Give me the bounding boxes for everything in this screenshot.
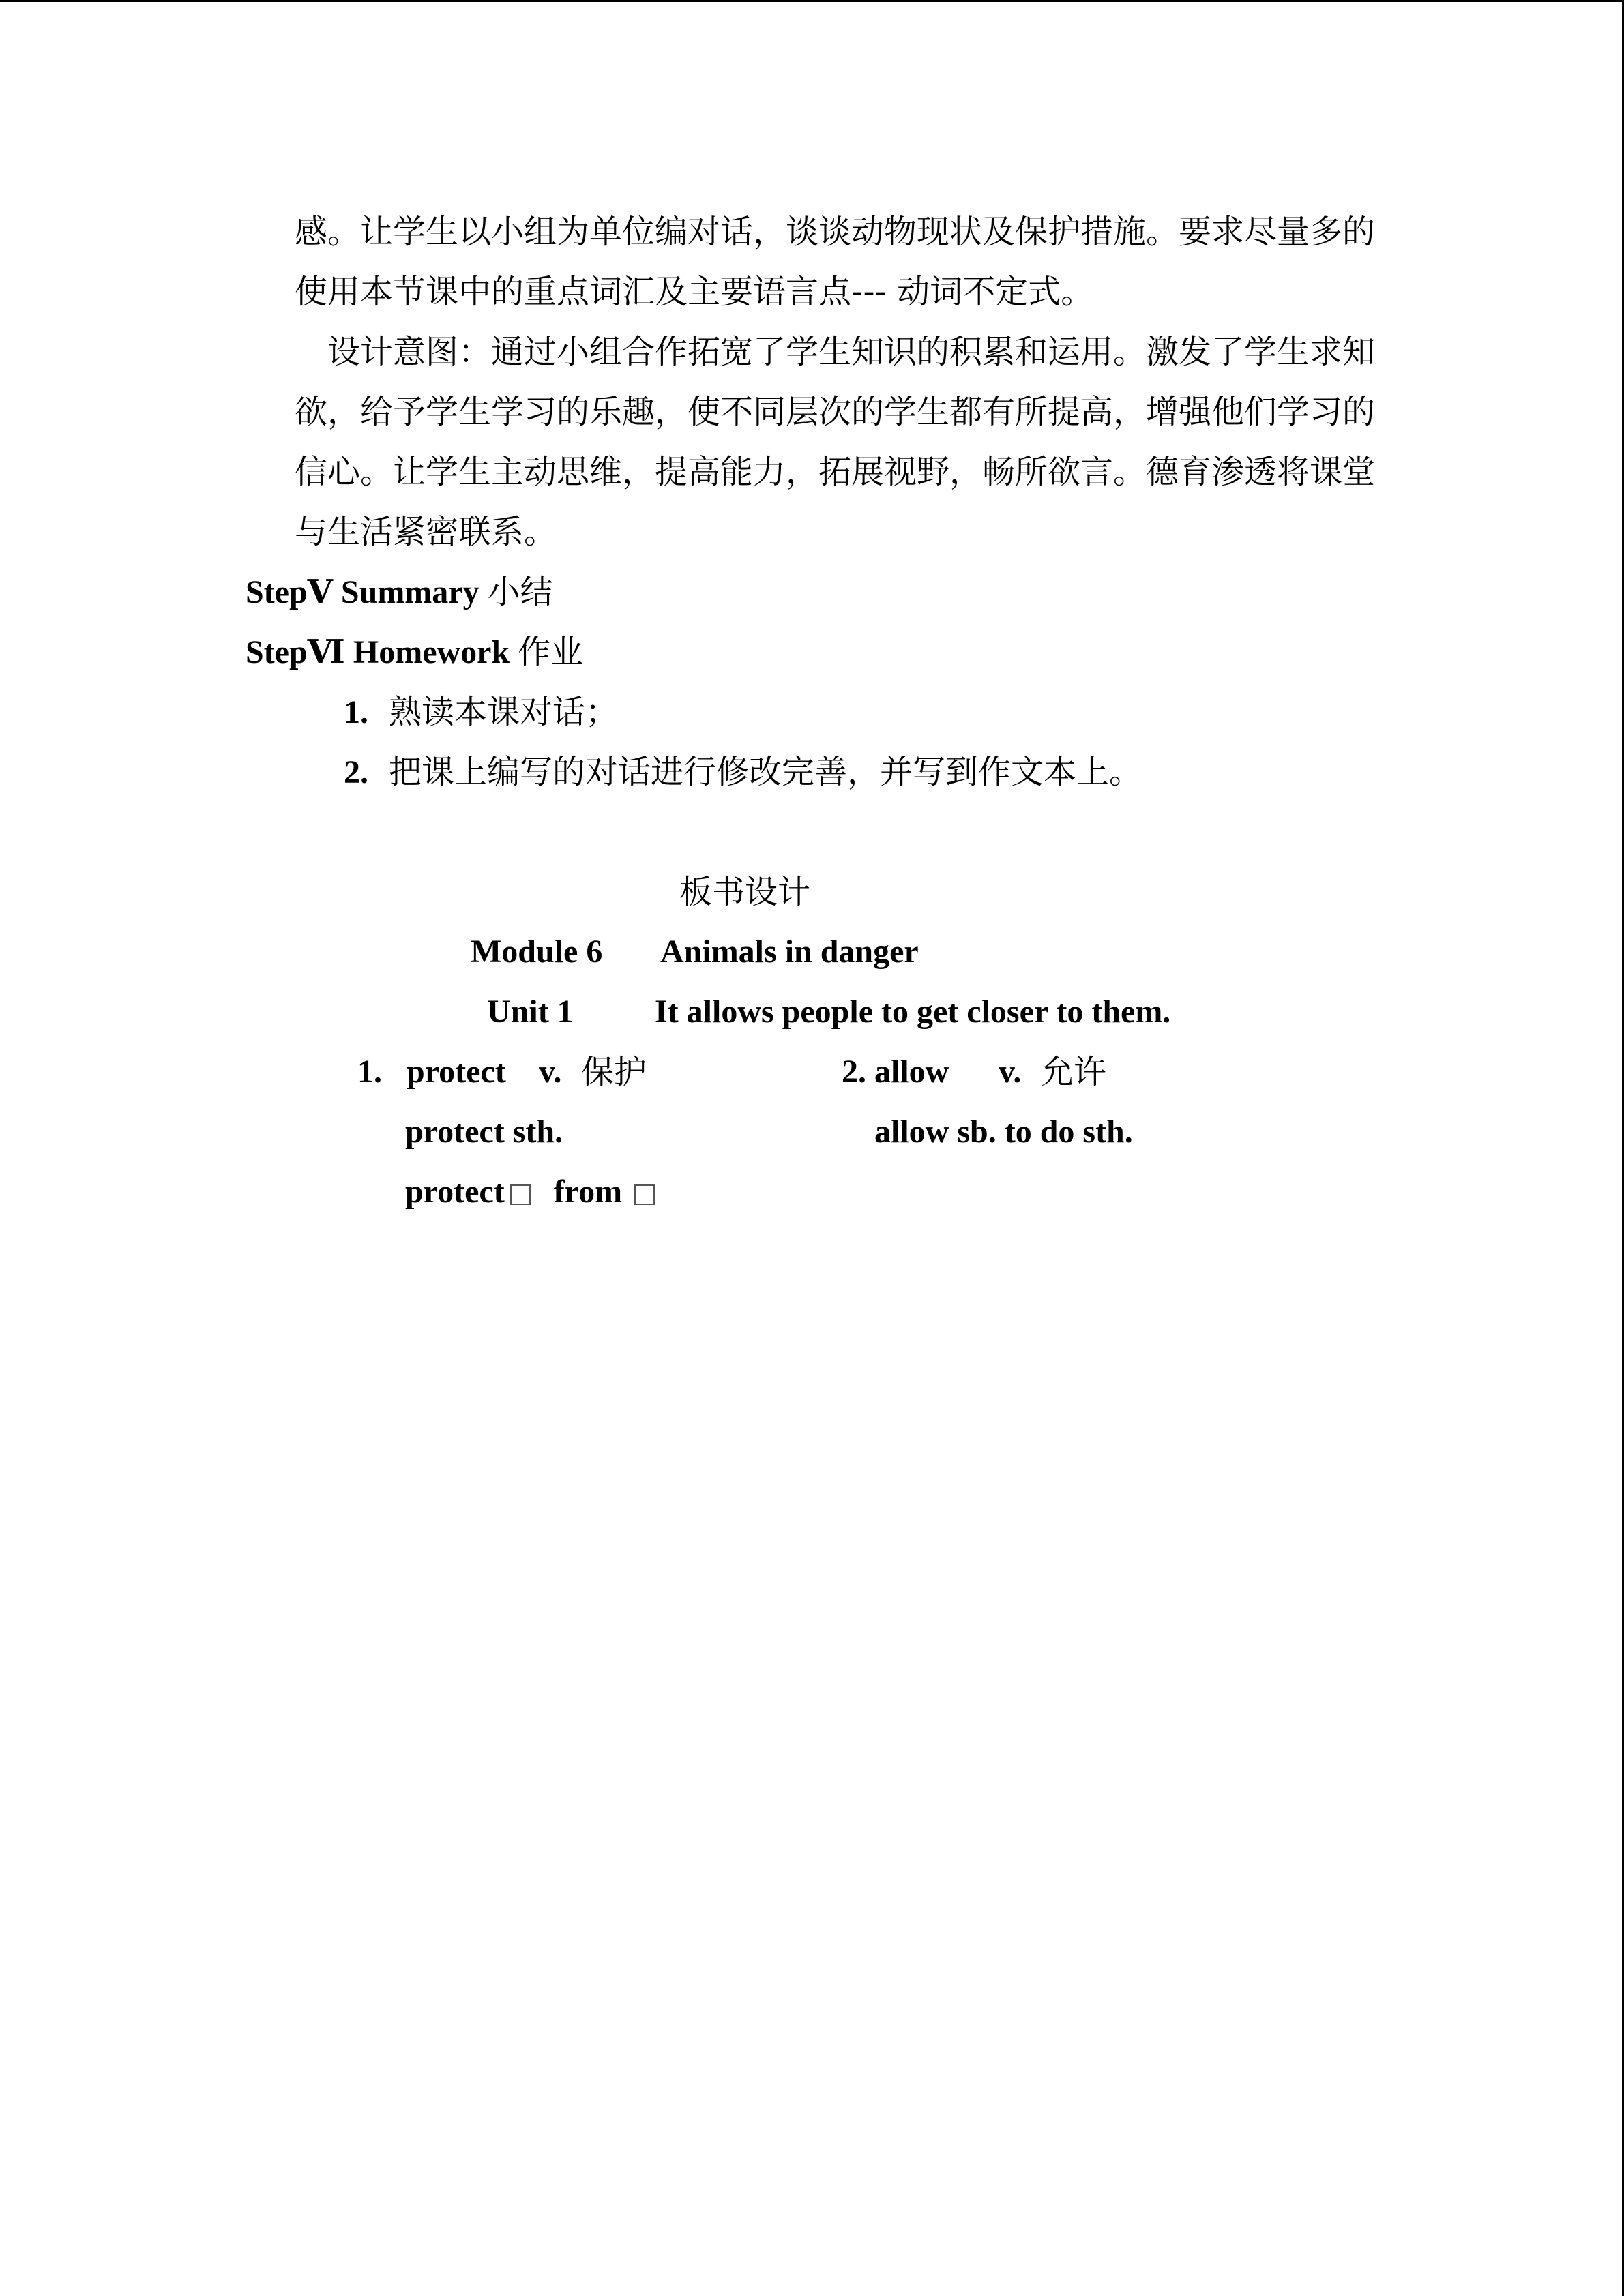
step-six-label: StepⅥ Homework (246, 634, 510, 670)
step-five-heading (246, 571, 553, 613)
unit-label: Unit 1 (487, 994, 574, 1030)
vocab-word: protect (407, 1054, 506, 1090)
vocab-item-number: 1. (357, 1054, 382, 1090)
vocab-phrase-part: from (553, 1174, 623, 1210)
paragraph-line: 欲，给予学生学习的乐趣，使不同层次的学生都有所提高，增强他们学习的 (295, 393, 1376, 431)
paragraph-line: 与生活紧密联系。 (295, 513, 557, 551)
step-five-cn: 小结 (487, 573, 553, 611)
vocab-phrase: allow sb. to do sth. (874, 1114, 1133, 1150)
page-border-top (0, 0, 1624, 2)
vocab-meaning: 允许 (1041, 1053, 1107, 1091)
vocab-pos: v. (999, 1054, 1022, 1090)
module-label: Module 6 (471, 934, 603, 970)
board-title: 板书设计 (679, 873, 811, 911)
homework-text: 熟读本课对话； (389, 693, 619, 731)
vocab-meaning: 保护 (581, 1053, 647, 1091)
vocab-phrase-part: protect (405, 1174, 505, 1210)
homework-number: 2. (344, 754, 368, 790)
module-title: Animals in danger (660, 934, 919, 970)
vocab-phrase (405, 1172, 655, 1212)
vocab-phrase: protect sth. (405, 1114, 563, 1150)
homework-item (344, 691, 618, 733)
blank-box-icon (510, 1184, 531, 1205)
paragraph-line: 设计意图：通过小组合作拓宽了学生知识的积累和运用。激发了学生求知 (327, 333, 1376, 371)
homework-item (344, 751, 1142, 793)
homework-text: 把课上编写的对话进行修改完善，并写到作文本上。 (389, 753, 1142, 791)
vocab-word: 2. allow (842, 1054, 949, 1090)
homework-number: 1. (344, 694, 368, 730)
step-six-heading (246, 631, 583, 673)
vocab-pos: v. (539, 1054, 562, 1090)
paragraph-line: 使用本节课中的重点词汇及主要语言点--- 动词不定式。 (295, 273, 1094, 311)
blank-box-icon (634, 1184, 655, 1205)
paragraph-line: 感。让学生以小组为单位编对话，谈谈动物现状及保护措施。要求尽量多的 (295, 213, 1376, 251)
paragraph-line: 信心。让学生主动思维，提高能力，拓展视野，畅所欲言。德育渗透将课堂 (295, 453, 1376, 491)
step-five-label: StepⅤ Summary (246, 574, 479, 610)
unit-title: It allows people to get closer to them. (655, 994, 1171, 1030)
step-six-cn: 作业 (518, 633, 584, 671)
